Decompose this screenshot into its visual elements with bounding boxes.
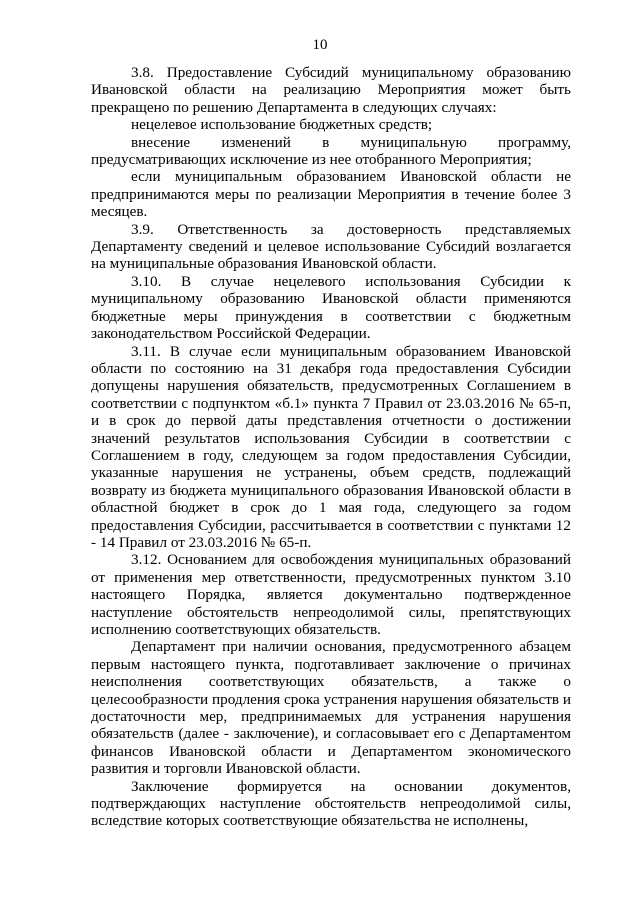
paragraph-department-conclusion: Департамент при наличии основания, предусмотренного абзацем первым настоящего пункта, подготавливает заключение о причинах неисполнения соответствующих обязательств, а также о целесообразности продления срока устранения нарушения обязательств и достаточности мер, предпринимаемых для устранения нарушения обязательств (далее - заключение), и согласовывает его с Департаментом финансов Ивановской области и Департаментом экономического развития и торговли Ивановской области. (91, 638, 571, 778)
document-body (91, 64, 571, 830)
paragraph-case-no-measures: если муниципальным образованием Ивановской области не предпринимаются меры по реализации Мероприятия в течение более 3 месяцев. (91, 168, 571, 221)
paragraph-3-8: 3.8. Предоставление Субсидий муниципальному образованию Ивановской области на реализацию Мероприятия может быть прекращено по решению Департамента в следующих случаях: (91, 64, 571, 116)
paragraph-conclusion-basis: Заключение формируется на основании документов, подтверждающих наступление обстоятельств непреодолимой силы, вследствие которых соответствующие обязательства не исполнены, (91, 777, 571, 830)
paragraph-3-9: 3.9. Ответственность за достоверность представляемых Департаменту сведений и целевое использование Субсидий возлагается на муниципальные образования Ивановской области. (91, 220, 571, 273)
paragraph-3-11: 3.11. В случае если муниципальным образованием Ивановской области по состоянию на 31 декабря года предоставления Субсидии допущены нарушения обязательств, предусмотренных Соглашением в соответствии с подпунктом «б.1» пункта 7 Правил от 23.03.2016 № 65-п, и в срок до первой даты представления отчетности о достижении значений результатов использования Субсидии в соответствии с Соглашением в году, следующем за годом предоставления Субсидии, указанные нарушения не устранены, объем средств, подлежащий возврату из бюджета муниципального образования Ивановской области в областной бюджет в срок до 1 мая года, следующего за годом предоставления Субсидии, рассчитывается в соответствии с пунктами 12 - 14 Правил от 23.03.2016 № 65-п. (91, 342, 571, 551)
paragraph-case-program-change: внесение изменений в муниципальную программу, предусматривающих исключение из нее отобранного Мероприятия; (91, 133, 571, 169)
page-number: 10 (312, 37, 328, 53)
paragraph-3-12: 3.12. Основанием для освобождения муниципальных образований от применения мер ответственности, предусмотренных пунктом 3.10 настоящего Порядка, является документально подтвержденное наступление обстоятельств непреодолимой силы, препятствующих исполнению соответствующих обязательств. (91, 551, 571, 638)
paragraph-case-misuse: нецелевое использование бюджетных средств; (131, 116, 433, 134)
paragraph-3-10: 3.10. В случае нецелевого использования Субсидии к муниципальному образованию Ивановской области применяются бюджетные меры принуждения в соответствии с бюджетным законодательством Российской Федерации. (91, 272, 571, 343)
